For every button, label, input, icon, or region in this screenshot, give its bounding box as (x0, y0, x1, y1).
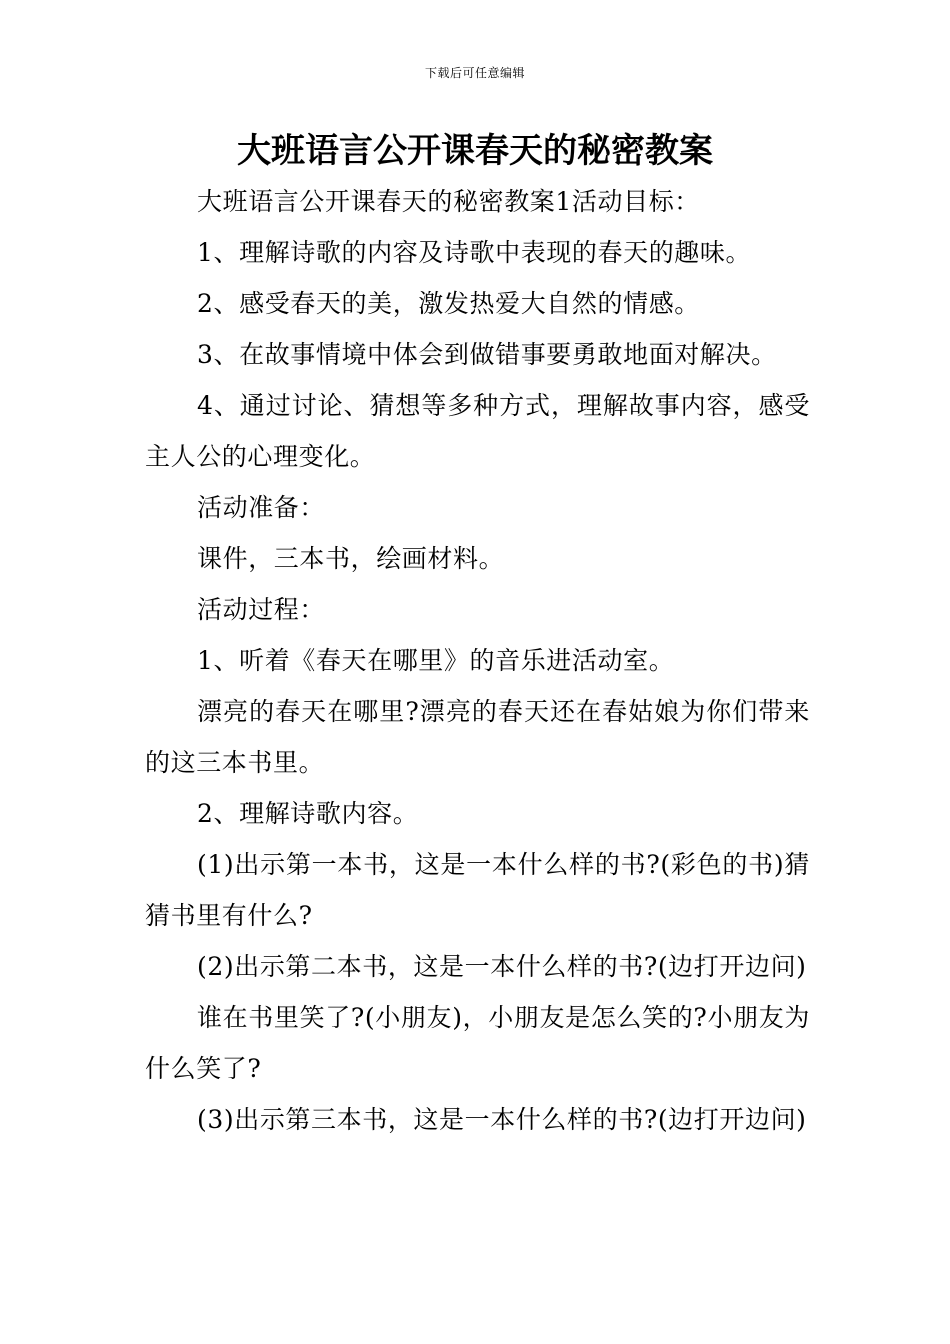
paragraph-preparation-items: 课件，三本书，绘画材料。 (197, 544, 505, 573)
paragraph-process-step-2: 2、理解诗歌内容。 (197, 799, 419, 828)
header-note: 下载后可任意编辑 (424, 66, 525, 80)
paragraph-book-1: (1)出示第一本书，这是一本什么样的书?(彩色的书)猜猜书里有什么? (145, 850, 810, 930)
paragraph-book-2-questions: 谁在书里笑了?(小朋友)，小朋友是怎么笑的?小朋友为什么笑了? (145, 1003, 810, 1083)
paragraph-objective-4: 4、通过讨论、猜想等多种方式，理解故事内容，感受主人公的心理变化。 (145, 391, 810, 471)
paragraph-objectives-heading: 大班语言公开课春天的秘密教案1活动目标： (197, 187, 700, 216)
paragraph-process-step-1: 1、听着《春天在哪里》的音乐进活动室。 (197, 646, 675, 675)
paragraph-book-3: (3)出示第三本书，这是一本什么样的书?(边打开边问) (197, 1105, 807, 1134)
paragraph-process-heading: 活动过程： (197, 595, 326, 624)
paragraph-objective-2: 2、感受春天的美，激发热爱大自然的情感。 (197, 289, 700, 318)
document-body (145, 176, 810, 1145)
paragraph-book-2: (2)出示第二本书，这是一本什么样的书?(边打开边问) (197, 952, 807, 981)
paragraph-objective-3: 3、在故事情境中体会到做错事要勇敢地面对解决。 (197, 340, 777, 369)
paragraph-objective-1: 1、理解诗歌的内容及诗歌中表现的春天的趣味。 (197, 238, 752, 267)
paragraph-process-step-1-detail: 漂亮的春天在哪里?漂亮的春天还在春姑娘为你们带来的这三本书里。 (145, 697, 810, 777)
paragraph-preparation-heading: 活动准备： (197, 493, 326, 522)
document-title: 大班语言公开课春天的秘密教案 (237, 131, 713, 171)
